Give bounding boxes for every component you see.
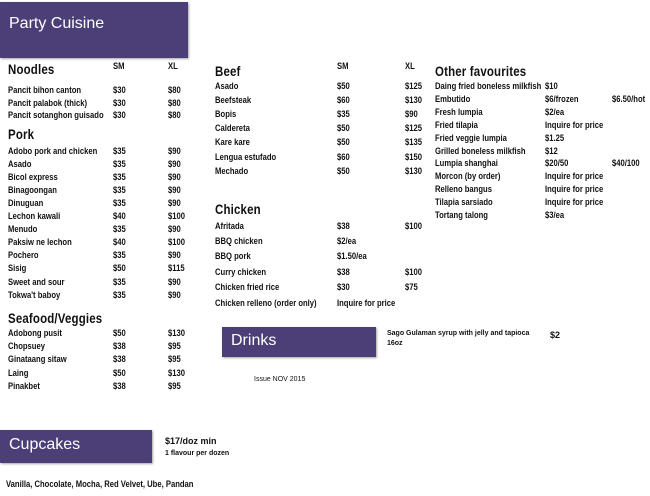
price-1: Inquire for price [545, 119, 604, 130]
item-name: Dinuguan [8, 197, 44, 208]
item-name: Adobong pusit [8, 328, 62, 338]
price-2: $150 [405, 151, 423, 162]
price-1: $60 [337, 151, 350, 162]
menu-item [0, 119, 650, 131]
item-name: Pancit bihon canton [8, 85, 82, 95]
price-1: $20/50 [545, 158, 569, 169]
item-name: Sweet and sour [8, 276, 65, 287]
item-name: Tortang talong [435, 210, 488, 220]
price-1: $50 [337, 165, 350, 176]
price-1: $2/ea [337, 235, 357, 246]
issue-date: Issue NOV 2015 [254, 376, 306, 383]
beef-sm-header: SM [337, 61, 349, 71]
price-2: $95 [168, 354, 181, 365]
cupcakes-flavours: Vanilla, Chocolate, Mocha, Red Velvet, Ube, Pandan [6, 479, 194, 489]
price-1: $10 [545, 81, 558, 91]
cupcakes-note: 1 flavour per dozen [165, 450, 230, 457]
price-2: $90 [168, 145, 181, 156]
price-1: $35 [113, 184, 126, 195]
item-name: Bicol express [8, 171, 58, 182]
price-1: Inquire for price [545, 197, 604, 208]
noodles-sm-header: SM [113, 61, 125, 71]
item-name: Daing fried boneless milkfish [435, 81, 542, 91]
item-name: Lechon kawali [8, 211, 61, 221]
price-1: $38 [113, 354, 126, 365]
item-name: Mechado [215, 165, 249, 176]
price-2: $125 [405, 123, 423, 134]
price-1: $35 [113, 197, 126, 208]
price-1: Inquire for price [545, 184, 604, 195]
item-name: Fresh lumpia [435, 106, 483, 117]
item-name: Adobo pork and chicken [8, 145, 98, 156]
item-name: Menudo [8, 224, 38, 235]
price-2: $90 [168, 171, 181, 182]
price-1: $50 [113, 263, 126, 274]
price-2: $100 [168, 237, 186, 248]
menu-item [0, 297, 650, 309]
cupcakes-banner [0, 430, 152, 463]
price-1: $35 [337, 108, 350, 119]
item-name: Paksiw ne lechon [8, 237, 72, 248]
price-2: $90 [168, 158, 181, 169]
price-1: $38 [113, 341, 126, 352]
item-name: Asado [8, 158, 32, 169]
price-1: $35 [113, 250, 126, 261]
item-name: Chicken fried rice [215, 282, 280, 293]
price-1: $35 [113, 145, 126, 156]
price-2: $90 [168, 276, 181, 287]
menu-item [0, 132, 650, 144]
price-2: $80 [168, 110, 181, 120]
item-name: Fried veggie lumpia [435, 132, 507, 143]
menu-item [0, 209, 650, 221]
menu-item [0, 367, 650, 379]
price-1: $38 [337, 266, 350, 277]
price-2: $90 [405, 108, 418, 119]
item-name: Bopis [215, 108, 237, 119]
chicken-heading: Chicken [215, 201, 261, 217]
menu-item [0, 353, 650, 365]
item-name: Caldereta [215, 123, 250, 134]
item-name: Pinakbet [8, 380, 40, 391]
price-1: $60 [337, 94, 350, 105]
item-name: Sisig [8, 263, 27, 274]
price-1: $12 [545, 145, 558, 156]
item-name: Lumpia shanghai [435, 158, 498, 169]
price-1: $30 [113, 85, 126, 95]
price-1: Inquire for price [337, 297, 396, 308]
menu-item [0, 281, 650, 293]
menu-item [0, 220, 650, 232]
party-cuisine-banner [0, 2, 188, 58]
price-1: $50 [337, 137, 350, 148]
item-name: Morcon (by order) [435, 171, 501, 182]
price-1: $35 [113, 224, 126, 235]
drink-item-size: 16oz [387, 340, 403, 347]
item-name: Tokwa't baboy [8, 289, 61, 300]
price-2: $6.50/hot [612, 93, 646, 104]
price-2: $100 [405, 220, 423, 231]
price-1: $50 [337, 80, 350, 91]
other-favourites-heading: Other favourites [435, 63, 527, 79]
price-1: $40 [113, 237, 126, 248]
noodles-heading: Noodles [8, 61, 55, 77]
price-2: $130 [405, 94, 423, 105]
price-1: $35 [113, 171, 126, 182]
price-1: Inquire for price [545, 171, 604, 182]
menu-item [0, 80, 650, 92]
item-name: BBQ chicken [215, 235, 263, 246]
item-name: Curry chicken [215, 266, 267, 277]
price-2: $115 [168, 263, 185, 274]
beef-xl-header: XL [405, 61, 415, 71]
price-2: $95 [168, 341, 181, 352]
menu-item [0, 145, 650, 157]
price-1: $30 [113, 110, 126, 120]
item-name: Afritada [215, 220, 244, 231]
item-name: BBQ pork [215, 251, 251, 262]
item-name: Ginataang sitaw [8, 354, 67, 365]
cupcakes-price: $17/doz min [165, 436, 217, 446]
price-1: $1.25 [545, 132, 565, 143]
price-2: $80 [168, 85, 181, 95]
item-name: Lengua estufado [215, 151, 277, 162]
menu-item [0, 93, 650, 105]
item-name: Pancit palabok (thick) [8, 97, 88, 108]
drinks-title: Drinks [231, 332, 277, 349]
price-2: $125 [405, 80, 423, 91]
item-name: Fried tilapia [435, 119, 478, 130]
item-name: Kare kare [215, 137, 250, 148]
noodles-xl-header: XL [168, 61, 178, 71]
price-2: $100 [405, 266, 423, 277]
price-2: $90 [168, 224, 181, 235]
item-name: Tilapia sarsiado [435, 197, 493, 208]
price-1: $50 [113, 328, 126, 338]
item-name: Pancit sotanghon guisado [8, 110, 104, 120]
price-2: $80 [168, 97, 181, 108]
seafood-heading: Seafood/Veggies [8, 310, 103, 326]
price-2: $130 [168, 367, 186, 378]
price-1: $35 [113, 158, 126, 169]
item-name: Embutido [435, 93, 471, 104]
beef-heading: Beef [215, 63, 241, 79]
price-1: $35 [113, 276, 126, 287]
item-name: Pochero [8, 250, 39, 261]
item-name: Relleno bangus [435, 184, 492, 195]
price-1: $1.50/ea [337, 251, 367, 262]
pork-heading: Pork [8, 126, 35, 142]
menu-item [0, 250, 650, 262]
price-1: $38 [113, 380, 126, 391]
drink-item-name: Sago Gulaman syrup with jelly and tapioca [387, 330, 530, 337]
price-1: $40 [113, 211, 126, 221]
menu-item [0, 183, 650, 195]
item-name: Chopsuey [8, 341, 45, 352]
cupcakes-title: Cupcakes [9, 436, 81, 453]
item-name: Beefsteak [215, 94, 252, 105]
item-name: Binagoongan [8, 184, 57, 195]
price-1: $6/frozen [545, 93, 579, 104]
price-2: $130 [405, 165, 423, 176]
menu-item [0, 266, 650, 278]
menu-item [0, 235, 650, 247]
price-1: $35 [113, 289, 126, 300]
menu-item [0, 170, 650, 182]
item-name: Grilled boneless milkfish [435, 145, 526, 156]
price-1: $30 [113, 97, 126, 108]
menu-item [0, 157, 650, 169]
item-name: Chicken relleno (order only) [215, 297, 317, 308]
price-2: $135 [405, 137, 423, 148]
price-2: $90 [168, 197, 181, 208]
party-cuisine-title: Party Cuisine [9, 15, 105, 32]
menu-item [0, 340, 650, 352]
price-2: $95 [168, 380, 181, 391]
item-name: Asado [215, 80, 239, 91]
item-name: Laing [8, 367, 29, 378]
price-1: $38 [337, 220, 350, 231]
price-2: $90 [168, 289, 181, 300]
price-1: $30 [337, 282, 350, 293]
price-2: $75 [405, 282, 418, 293]
menu-item [0, 106, 650, 118]
price-1: $2/ea [545, 106, 565, 117]
price-1: $50 [337, 123, 350, 134]
price-2: $90 [168, 250, 181, 261]
price-2: $90 [168, 184, 181, 195]
price-2: $130 [168, 328, 186, 338]
price-2: $40/100 [612, 158, 640, 169]
menu-item [0, 380, 650, 392]
menu-item [0, 196, 650, 208]
price-1: $3/ea [545, 210, 565, 220]
drink-item-price: $2 [550, 330, 561, 340]
price-1: $50 [113, 367, 126, 378]
price-2: $100 [168, 211, 186, 221]
